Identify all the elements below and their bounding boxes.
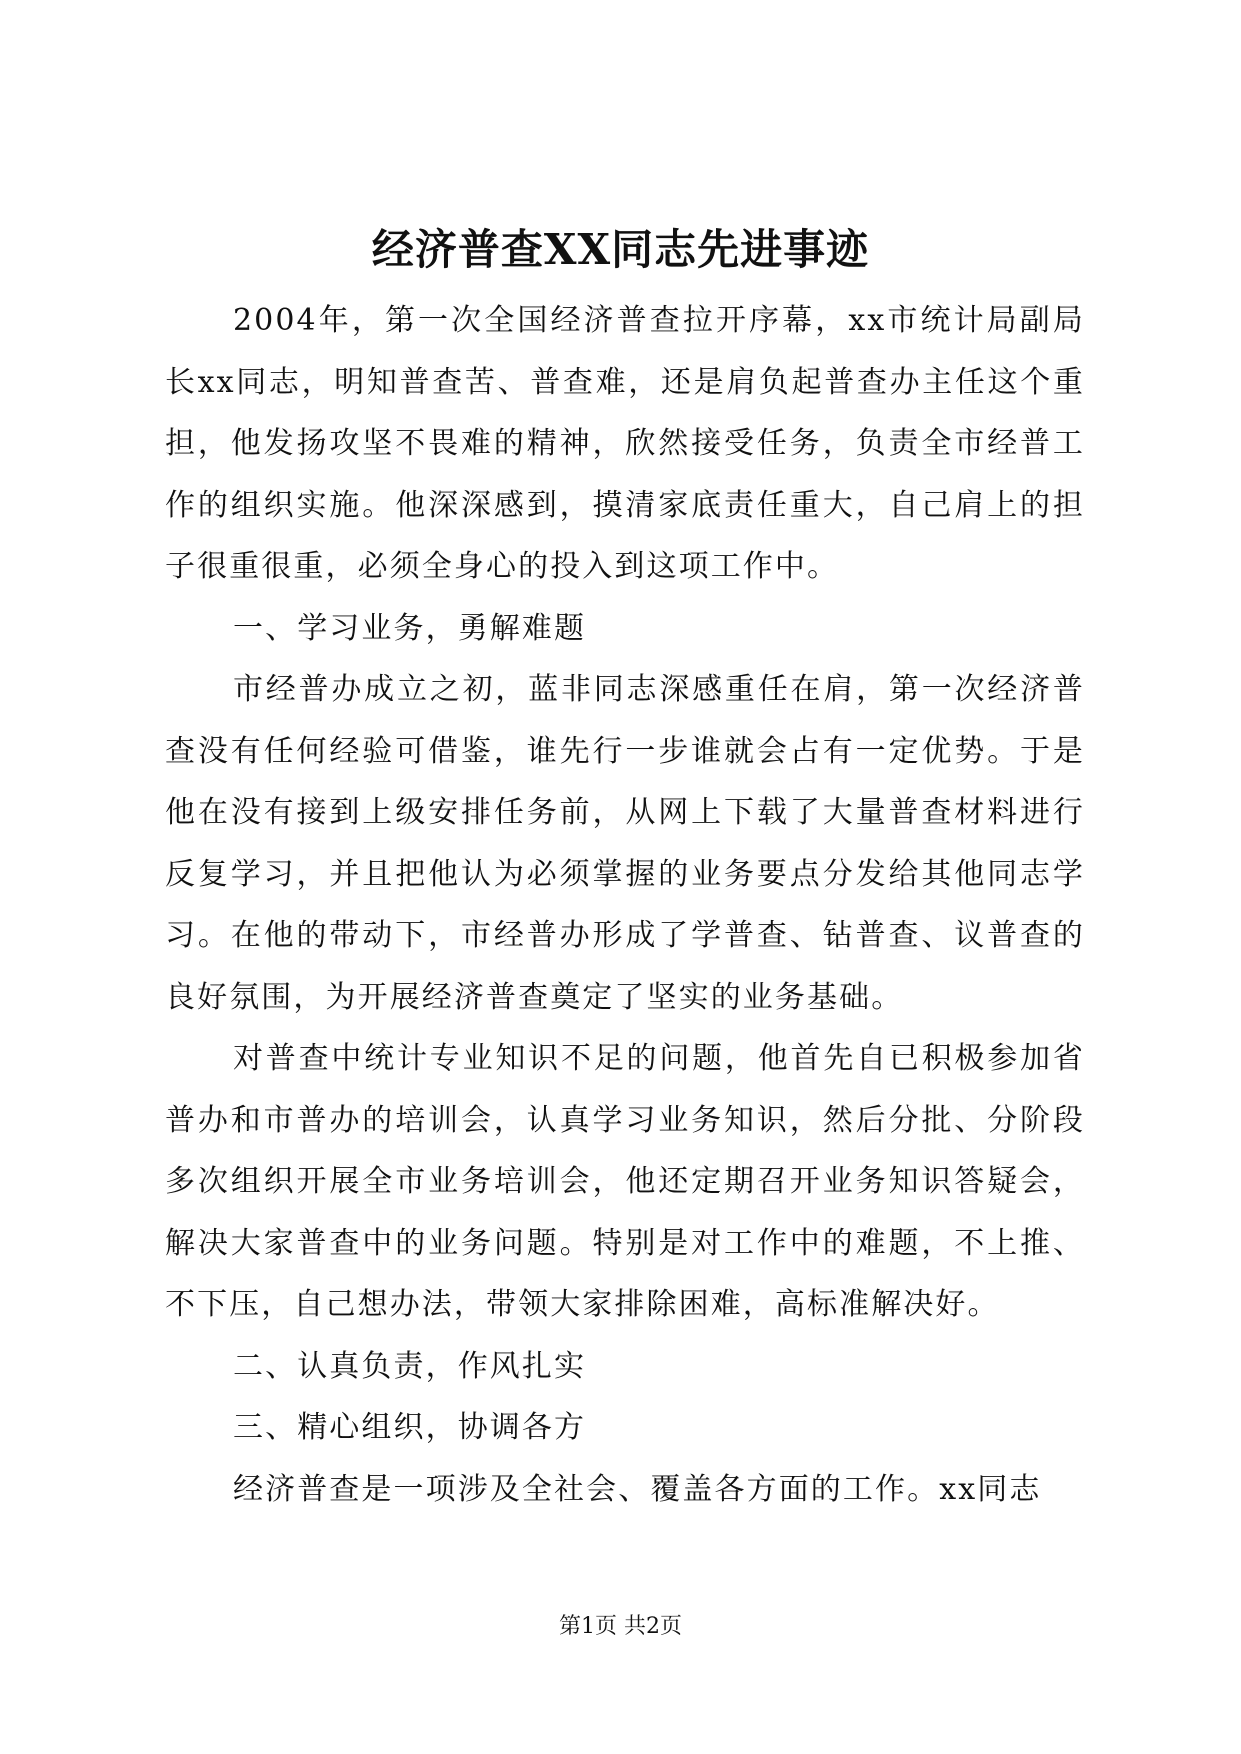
- section-3-paragraph-1: 经济普查是一项涉及全社会、覆盖各方面的工作。xx同志: [233, 1471, 1042, 1507]
- section-heading-1: 一、学习业务，勇解难题: [233, 610, 587, 646]
- document-title: 经济普查XX同志先进事迹: [371, 225, 870, 274]
- section-1-paragraph-1: 市经普办成立之初，蓝非同志深感重任在肩，第一次经济普查没有任何经验可借鉴，谁先行一步谁就会占有一定优势。于是他在没有接到上级安排任务前，从网上下载了大量普查材料进行反复学习，并且把他认为必须掌握的业务要点分发给其他同志学习。在他的带动下，市经普办形成了学普查、钻普查、议普查的良好氛围，为开展经济普查奠定了坚实的业务基础。: [165, 672, 1085, 1015]
- section-heading-3: 三、精心组织，协调各方: [233, 1410, 587, 1445]
- section-1-paragraph-2: 对普查中统计专业知识不足的问题，他首先自已积极参加省普办和市普办的培训会，认真学习业务知识，然后分批、分阶段多次组织开展全市业务培训会，他还定期召开业务知识答疑会，解决大家普查中的业务问题。特别是对工作中的难题，不上推、不下压，自己想办法，带领大家排除困难，高标准解决好。: [165, 1041, 1085, 1322]
- section-heading-2: 二、认真负责，作风扎实: [233, 1348, 587, 1384]
- intro-paragraph: 2004年，第一次全国经济普查拉开序幕，xx市统计局副局长xx同志，明知普查苦、普查难，还是肩负起普查办主任这个重担，他发扬攻坚不畏难的精神，欣然接受任务，负责全市经普工作的组织实施。他深深感到，摸清家底责任重大，自己肩上的担子很重很重，必须全身心的投入到这项工作中。: [165, 303, 1085, 584]
- document-body: [165, 290, 1085, 1520]
- page-number: 第1页 共2页: [559, 1614, 682, 1639]
